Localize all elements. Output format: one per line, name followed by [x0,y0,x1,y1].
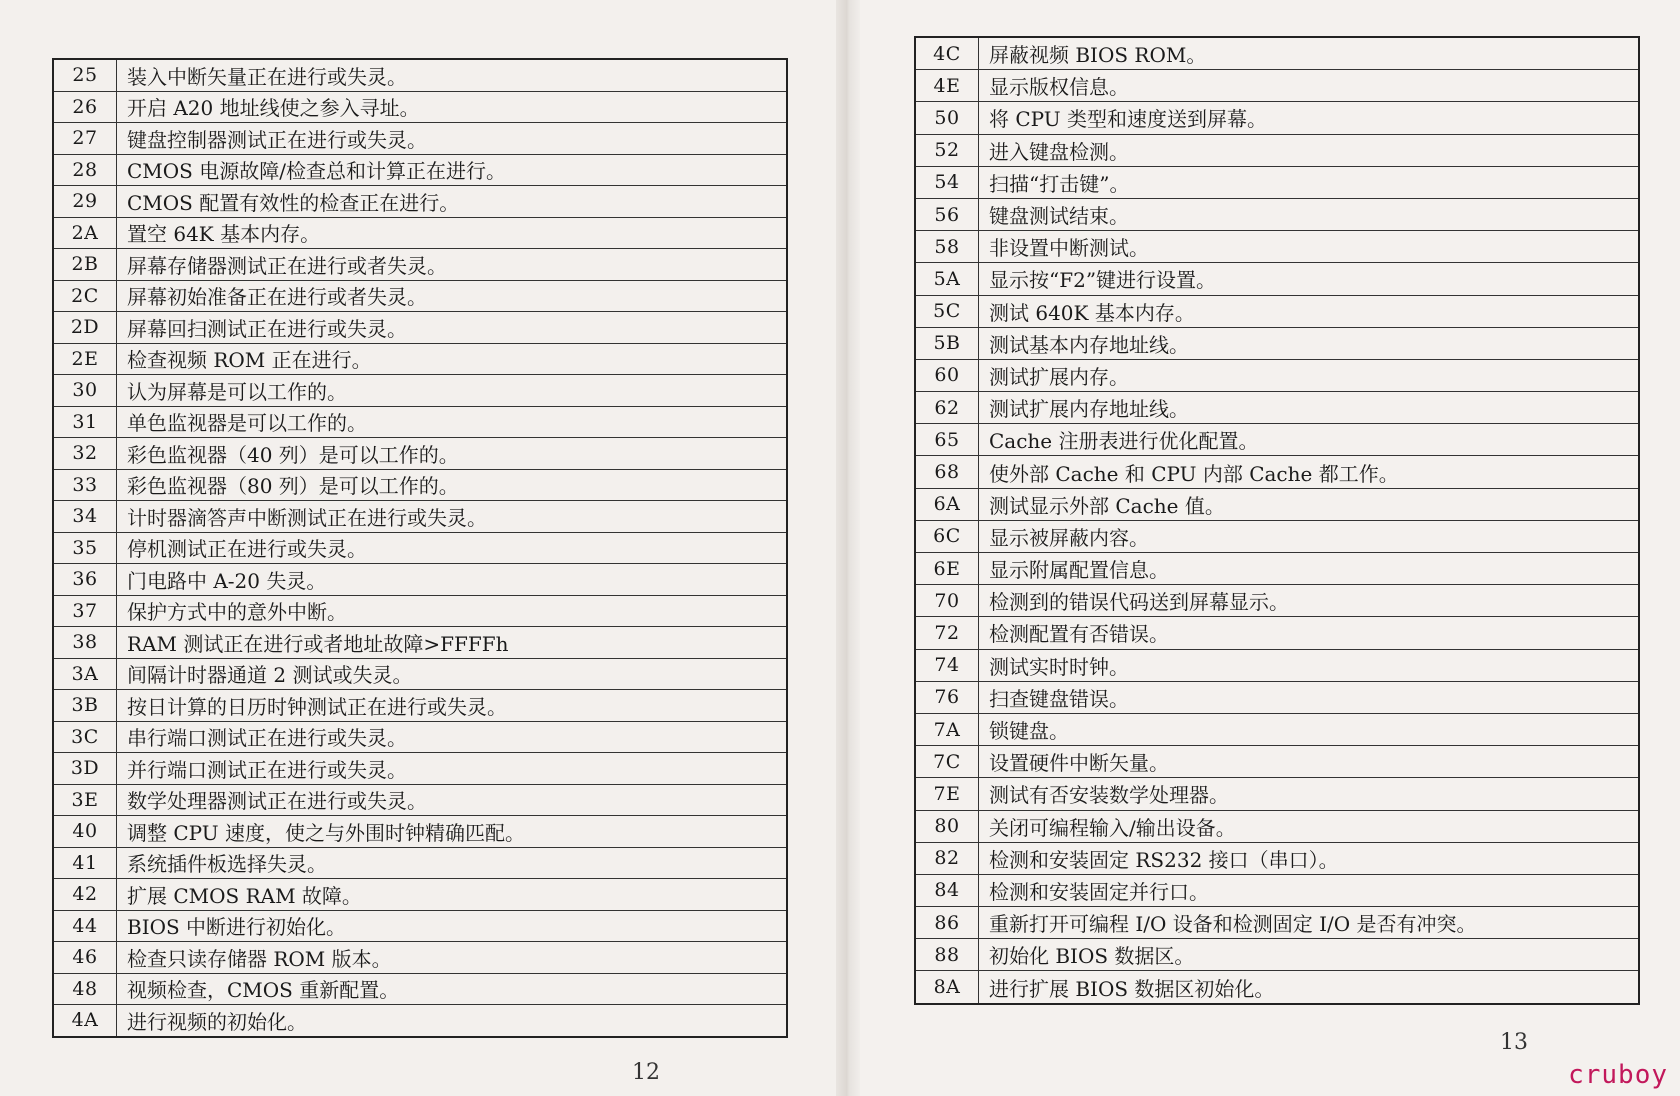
book-gutter [836,0,860,1096]
post-code: 28 [53,154,117,186]
table-row [53,879,787,911]
post-code-description: 数学处理器测试正在进行或失灵。 [117,784,788,816]
post-code: 5A [915,263,979,295]
post-code-description: 锁键盘。 [979,713,1640,745]
post-code-description: 检测和安装固定并行口。 [979,874,1640,906]
table-row [915,263,1639,295]
table-row [53,469,787,501]
post-code-description: 屏幕初始准备正在进行或者失灵。 [117,280,788,312]
post-code: 37 [53,595,117,627]
post-code: 62 [915,392,979,424]
post-code-description: 检查视频 ROM 正在进行。 [117,343,788,375]
post-code-description: 测试扩展内存地址线。 [979,392,1640,424]
post-code-description: 键盘测试结束。 [979,198,1640,230]
post-code: 34 [53,501,117,533]
post-code: 27 [53,123,117,155]
post-code-description: 间隔计时器通道 2 测试或失灵。 [117,658,788,690]
post-code-description: 测试有否安装数学处理器。 [979,778,1640,810]
table-row [53,123,787,155]
post-code-description: 测试实时时钟。 [979,649,1640,681]
post-code-description: 屏幕存储器测试正在进行或者失灵。 [117,249,788,281]
post-code: 80 [915,810,979,842]
post-code: 31 [53,406,117,438]
post-code-description: 显示按“F2”键进行设置。 [979,263,1640,295]
post-code-description: 键盘控制器测试正在进行或失灵。 [117,123,788,155]
post-code: 4E [915,70,979,102]
table-row [53,406,787,438]
post-code: 46 [53,942,117,974]
table-row [915,713,1639,745]
post-code-description: RAM 测试正在进行或者地址故障>FFFFh [117,627,788,659]
post-code: 5B [915,327,979,359]
post-code-description: 扩展 CMOS RAM 故障。 [117,879,788,911]
post-code: 48 [53,973,117,1005]
table-row [53,186,787,218]
table-row [915,424,1639,456]
table-row [53,564,787,596]
table-row [53,753,787,785]
table-row [53,249,787,281]
post-code: 29 [53,186,117,218]
table-row [53,280,787,312]
post-code-description: CMOS 电源故障/检查总和计算正在进行。 [117,154,788,186]
post-code: 74 [915,649,979,681]
post-code: 7A [915,713,979,745]
post-code-description: 调整 CPU 速度，使之与外围时钟精确匹配。 [117,816,788,848]
post-code: 58 [915,231,979,263]
post-code: 2A [53,217,117,249]
table-row [915,392,1639,424]
post-code: 65 [915,424,979,456]
post-code-description: 显示附属配置信息。 [979,553,1640,585]
post-code-description: 进入键盘检测。 [979,134,1640,166]
post-code-table-right-body [915,37,1639,1004]
table-row [53,217,787,249]
post-code: 41 [53,847,117,879]
post-code-description: 计时器滴答声中断测试正在进行或失灵。 [117,501,788,533]
post-code-description: 按日计算的日历时钟测试正在进行或失灵。 [117,690,788,722]
table-row [915,778,1639,810]
post-code: 52 [915,134,979,166]
post-code-description: 装入中断矢量正在进行或失灵。 [117,59,788,91]
post-code-description: 重新打开可编程 I/O 设备和检测固定 I/O 是否有冲突。 [979,907,1640,939]
table-row [53,91,787,123]
table-row [53,627,787,659]
table-row [53,784,787,816]
table-row [915,939,1639,971]
post-code: 33 [53,469,117,501]
table-row [53,910,787,942]
post-code-description: 扫描“打击键”。 [979,166,1640,198]
table-row [53,501,787,533]
post-code-description: 关闭可编程输入/输出设备。 [979,810,1640,842]
post-code-description: 门电路中 A-20 失灵。 [117,564,788,596]
post-code-description: 进行视频的初始化。 [117,1005,788,1037]
table-row [53,942,787,974]
table-row [53,312,787,344]
table-row [915,810,1639,842]
post-code: 6E [915,553,979,585]
table-row [915,874,1639,906]
table-row [915,295,1639,327]
table-row [915,359,1639,391]
post-code-description: CMOS 配置有效性的检查正在进行。 [117,186,788,218]
watermark: cruboy [1568,1060,1668,1090]
post-code: 86 [915,907,979,939]
post-code: 7E [915,778,979,810]
table-row [915,70,1639,102]
table-row [53,847,787,879]
post-code: 26 [53,91,117,123]
post-code-table-left [52,58,788,1038]
post-code: 32 [53,438,117,470]
table-row [915,520,1639,552]
post-code-description: 测试基本内存地址线。 [979,327,1640,359]
table-row [53,438,787,470]
post-code: 35 [53,532,117,564]
table-row [915,488,1639,520]
post-code-description: 使外部 Cache 和 CPU 内部 Cache 都工作。 [979,456,1640,488]
post-code: 40 [53,816,117,848]
table-row [53,59,787,91]
post-code: 44 [53,910,117,942]
post-code: 5C [915,295,979,327]
post-code-description: 测试显示外部 Cache 值。 [979,488,1640,520]
table-row [915,617,1639,649]
post-code-description: 测试 640K 基本内存。 [979,295,1640,327]
post-code: 4C [915,37,979,70]
post-code-description: 扫查键盘错误。 [979,681,1640,713]
table-row [915,166,1639,198]
post-code-description: BIOS 中断进行初始化。 [117,910,788,942]
post-code-description: 彩色监视器（40 列）是可以工作的。 [117,438,788,470]
post-code: 82 [915,842,979,874]
post-code-description: 显示被屏蔽内容。 [979,520,1640,552]
post-code-description: 屏蔽视频 BIOS ROM。 [979,37,1640,70]
table-row [53,154,787,186]
post-code: 3B [53,690,117,722]
post-code-description: 认为屏幕是可以工作的。 [117,375,788,407]
table-row [53,343,787,375]
post-code-table-left-body [53,59,787,1037]
post-code-description: 串行端口测试正在进行或失灵。 [117,721,788,753]
post-code-description: 非设置中断测试。 [979,231,1640,263]
table-row [53,375,787,407]
post-code: 2B [53,249,117,281]
post-code: 3A [53,658,117,690]
table-row [915,134,1639,166]
table-row [915,231,1639,263]
post-code: 8A [915,971,979,1004]
post-code-description: 检测和安装固定 RS232 接口（串口）。 [979,842,1640,874]
post-code-description: 进行扩展 BIOS 数据区初始化。 [979,971,1640,1004]
post-code-description: 开启 A20 地址线使之参入寻址。 [117,91,788,123]
table-row [915,102,1639,134]
post-code: 84 [915,874,979,906]
post-code-description: 显示版权信息。 [979,70,1640,102]
table-row [53,658,787,690]
post-code-description: 并行端口测试正在进行或失灵。 [117,753,788,785]
post-code: 3C [53,721,117,753]
post-code: 30 [53,375,117,407]
table-row [915,681,1639,713]
post-code: 2C [53,280,117,312]
post-code-table-right [914,36,1640,1005]
post-code-description: 停机测试正在进行或失灵。 [117,532,788,564]
post-code-description: 置空 64K 基本内存。 [117,217,788,249]
post-code-description: 视频检查，CMOS 重新配置。 [117,973,788,1005]
post-code-description: 初始化 BIOS 数据区。 [979,939,1640,971]
table-row [915,842,1639,874]
table-row [53,595,787,627]
post-code-description: 彩色监视器（80 列）是可以工作的。 [117,469,788,501]
post-code: 68 [915,456,979,488]
post-code: 3D [53,753,117,785]
table-row [915,553,1639,585]
table-row [915,649,1639,681]
post-code-description: 屏幕回扫测试正在进行或失灵。 [117,312,788,344]
post-code: 2E [53,343,117,375]
post-code: 38 [53,627,117,659]
table-row [915,37,1639,70]
table-row [915,585,1639,617]
post-code: 56 [915,198,979,230]
post-code: 50 [915,102,979,134]
post-code: 6C [915,520,979,552]
page-number-left: 12 [632,1060,660,1085]
post-code-description: 测试扩展内存。 [979,359,1640,391]
post-code: 76 [915,681,979,713]
table-row [53,690,787,722]
post-code: 72 [915,617,979,649]
table-row [915,746,1639,778]
post-code-description: 检测配置有否错误。 [979,617,1640,649]
post-code-description: Cache 注册表进行优化配置。 [979,424,1640,456]
post-code: 36 [53,564,117,596]
table-row [915,327,1639,359]
post-code: 2D [53,312,117,344]
table-row [53,1005,787,1037]
post-code: 70 [915,585,979,617]
table-row [915,971,1639,1004]
table-row [915,907,1639,939]
post-code: 7C [915,746,979,778]
post-code-description: 系统插件板选择失灵。 [117,847,788,879]
post-code: 4A [53,1005,117,1037]
table-row [53,721,787,753]
post-code-description: 单色监视器是可以工作的。 [117,406,788,438]
table-row [53,816,787,848]
post-code-description: 将 CPU 类型和速度送到屏幕。 [979,102,1640,134]
post-code-description: 设置硬件中断矢量。 [979,746,1640,778]
post-code: 60 [915,359,979,391]
post-code: 42 [53,879,117,911]
table-row [915,456,1639,488]
post-code: 3E [53,784,117,816]
page-number-right: 13 [1500,1030,1528,1055]
post-code: 6A [915,488,979,520]
table-row [915,198,1639,230]
post-code-description: 检查只读存储器 ROM 版本。 [117,942,788,974]
post-code: 88 [915,939,979,971]
post-code-description: 保护方式中的意外中断。 [117,595,788,627]
table-row [53,973,787,1005]
table-row [53,532,787,564]
post-code: 54 [915,166,979,198]
post-code: 25 [53,59,117,91]
post-code-description: 检测到的错误代码送到屏幕显示。 [979,585,1640,617]
